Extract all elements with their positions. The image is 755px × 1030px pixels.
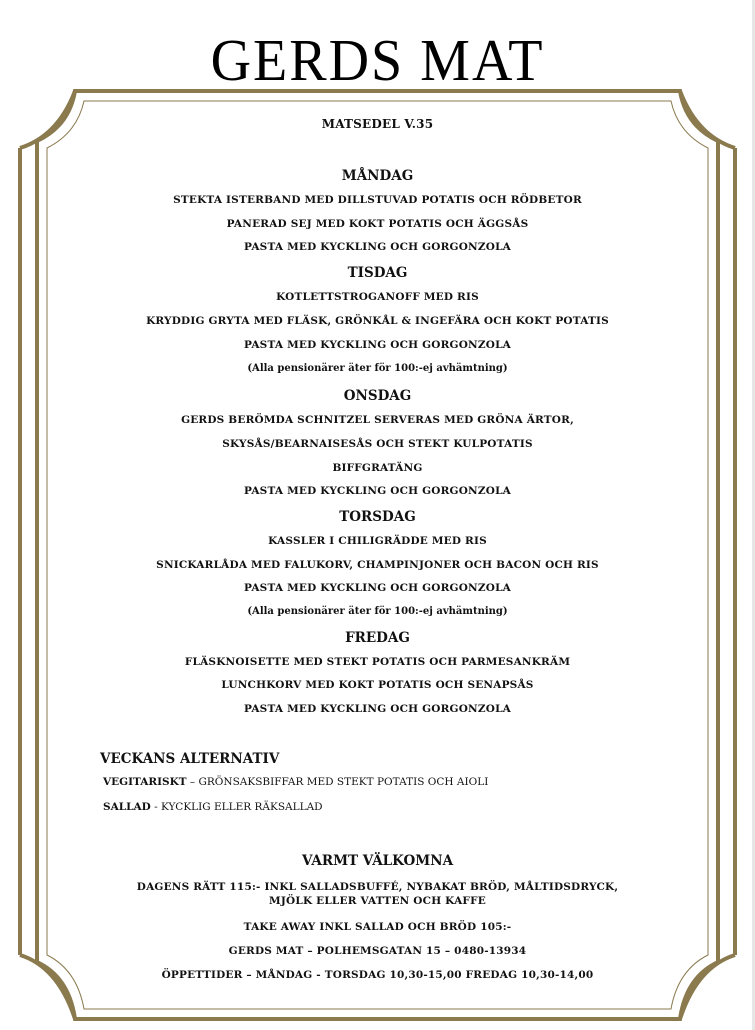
pensioner-note: (Alla pensionärer äter för 100:-ej avhämtning) <box>247 363 508 374</box>
day-heading-tuesday: TISDAG <box>347 265 408 281</box>
vegetarian-label: VEGITARISKT <box>103 776 187 788</box>
welcome-text: VARMT VÄLKOMNA <box>301 853 454 869</box>
menu-item: SNICKARLÅDA MED FALUKORV, CHAMPINJONER OCH BACON OCH RIS <box>156 559 599 571</box>
menu-item: PASTA MED KYCKLING OCH GORGONZOLA <box>243 485 511 497</box>
menu-item: SKYSÅS/BEARNAISESÅS OCH STEKT KULPOTATIS <box>222 438 533 450</box>
menu-item: PASTA MED KYCKLING OCH GORGONZOLA <box>243 241 511 253</box>
menu-item: KOTLETTSTROGANOFF MED RIS <box>276 291 479 303</box>
menu-item: KRYDDIG GRYTA MED FLÄSK, GRÖNKÅL & INGEFÄRA OCH KOKT POTATIS <box>146 315 609 327</box>
menu-item: PASTA MED KYCKLING OCH GORGONZOLA <box>243 703 511 715</box>
day-heading-monday: MÅNDAG <box>341 168 414 184</box>
menu-item: FLÄSKNOISETTE MED STEKT POTATIS OCH PARMESANKRÄM <box>184 656 571 668</box>
menu-item: BIFFGRATÄNG <box>332 462 423 474</box>
salad-text: - KYCKLIG ELLER RÄKSALLAD <box>150 801 323 813</box>
salad-line <box>103 801 323 813</box>
page-title: GERDS MAT <box>210 28 545 94</box>
takeaway-line: TAKE AWAY INKL SALLAD OCH BRÖD 105:- <box>243 921 512 933</box>
pensioner-note: (Alla pensionärer äter för 100:-ej avhämtning) <box>247 606 508 617</box>
menu-item: GERDS BERÖMDA SCHNITZEL SERVERAS MED GRÖNA ÄRTOR, <box>181 414 574 426</box>
day-heading-friday: FREDAG <box>345 630 410 646</box>
alternatives-heading: VECKANS ALTERNATIV <box>100 751 280 767</box>
menu-item: STEKTA ISTERBAND MED DILLSTUVAD POTATIS OCH RÖDBETOR <box>173 194 582 206</box>
dagens-ratt-line2: MJÖLK ELLER VATTEN OCH KAFFE <box>269 895 486 907</box>
menu-item: PASTA MED KYCKLING OCH GORGONZOLA <box>243 339 511 351</box>
salad-label: SALLAD <box>103 801 151 813</box>
dagens-ratt-line1: DAGENS RÄTT 115:- INKL SALLADSBUFFÉ, NYBAKAT BRÖD, MÅLTIDSDRYCK, <box>136 881 619 893</box>
vegetarian-line <box>103 776 488 788</box>
menu-item: LUNCHKORV MED KOKT POTATIS OCH SENAPSÅS <box>221 679 534 691</box>
menu-item: KASSLER I CHILIGRÄDDE MED RIS <box>268 535 487 547</box>
contact-line: GERDS MAT – POLHEMSGATAN 15 – 0480-13934 <box>228 945 527 957</box>
opening-hours: ÖPPETTIDER – MÅNDAG - TORSDAG 10,30-15,00 FREDAG 10,30-14,00 <box>161 969 594 981</box>
day-heading-thursday: TORSDAG <box>339 509 416 525</box>
menu-item: PANERAD SEJ MED KOKT POTATIS OCH ÄGGSÅS <box>226 218 529 230</box>
vegetarian-text: – GRÖNSAKSBIFFAR MED STEKT POTATIS OCH AIOLI <box>186 776 489 788</box>
day-heading-wednesday: ONSDAG <box>343 388 412 404</box>
week-heading: MATSEDEL V.35 <box>321 117 434 131</box>
menu-item: PASTA MED KYCKLING OCH GORGONZOLA <box>243 582 511 594</box>
